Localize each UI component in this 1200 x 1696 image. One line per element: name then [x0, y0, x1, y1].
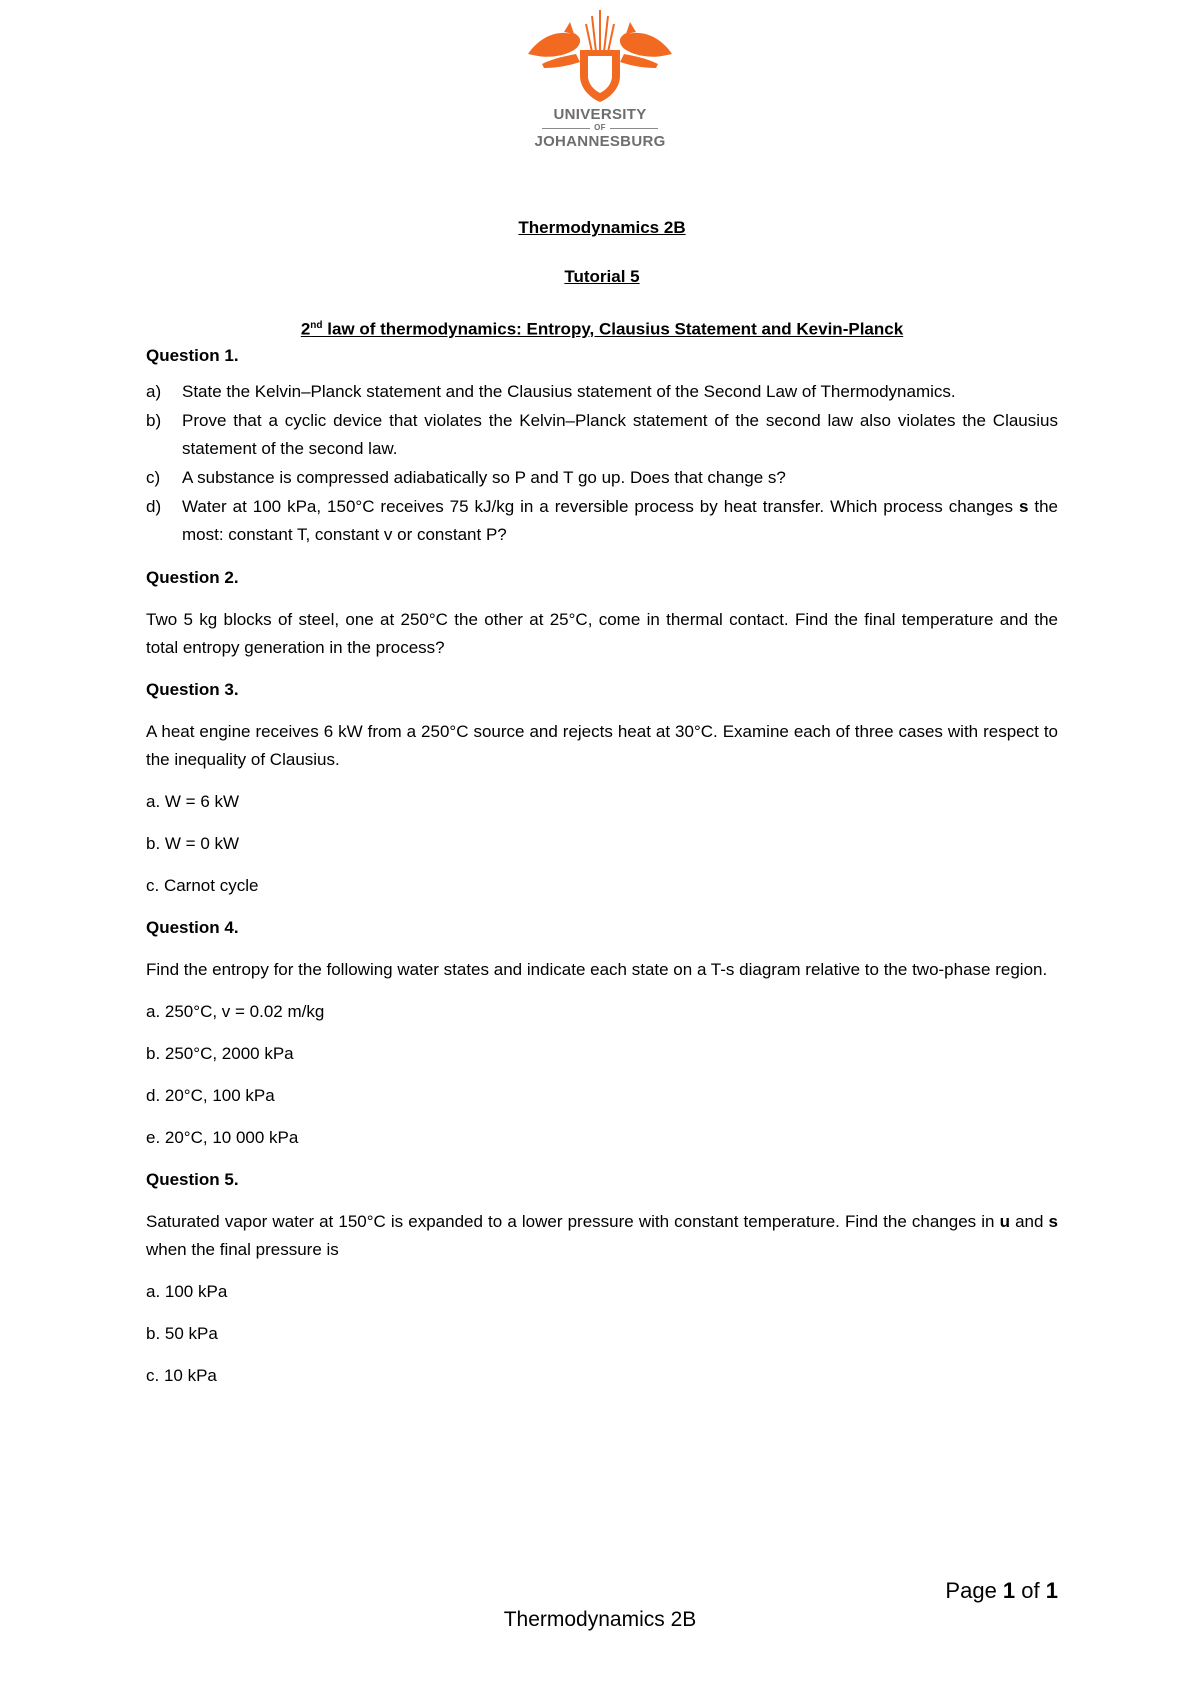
- question-4-item-a: a. 250°C, v = 0.02 m/kg: [146, 1002, 325, 1021]
- question-3-item-c: c. Carnot cycle: [146, 876, 259, 895]
- question-4-item-b: b. 250°C, 2000 kPa: [146, 1044, 294, 1063]
- question-1-items: [146, 378, 1058, 549]
- question-4-item-e: e. 20°C, 10 000 kPa: [146, 1128, 299, 1147]
- question-4-item-d: d. 20°C, 100 kPa: [146, 1086, 275, 1105]
- list-item: d) Water at 100 kPa, 150°C receives 75 kJ/kg in a reversible process by heat transfer. Which process changes s the most: constant T, constant v or constant P?: [146, 497, 1058, 544]
- tutorial-body: [146, 342, 1058, 1390]
- question-5-item-b: b. 50 kPa: [146, 1324, 218, 1343]
- question-3-text: A heat engine receives 6 kW from a 250°C source and rejects heat at 30°C. Examine each of three cases with respect to the inequality of Clausius.: [146, 722, 1058, 769]
- bird-emblem-icon: [520, 6, 680, 106]
- page-number: Page 1 of 1: [945, 1578, 1058, 1603]
- logo-text-of: OF: [520, 123, 680, 133]
- page-footer: Thermodynamics 2B: [503, 1608, 697, 1631]
- question-4-heading: Question 4.: [146, 918, 239, 937]
- question-1-heading: Question 1.: [146, 346, 239, 365]
- question-5-item-c: c. 10 kPa: [146, 1366, 217, 1385]
- question-2-text: Two 5 kg blocks of steel, one at 250°C the other at 25°C, come in thermal contact. Find the final temperature and the total entropy generation in the process?: [146, 610, 1058, 657]
- logo-text-university: UNIVERSITY: [553, 106, 647, 123]
- list-item: a) State the Kelvin–Planck statement and the Clausius statement of the Second Law of Thermodynamics.: [146, 382, 956, 401]
- question-5-text: Saturated vapor water at 150°C is expanded to a lower pressure with constant temperature. Find the changes in u and s when the final pressure is: [146, 1212, 1059, 1259]
- topic-title: 2nd law of thermodynamics: Entropy, Clausius Statement and Kevin-Planck: [300, 319, 904, 339]
- tutorial-title: Tutorial 5: [564, 267, 640, 286]
- question-5-heading: Question 5.: [146, 1170, 239, 1189]
- list-item: b) Prove that a cyclic device that violates the Kelvin–Planck statement of the second law also violates the Clausius statement of the second law.: [146, 411, 1058, 458]
- question-5-item-a: a. 100 kPa: [146, 1282, 228, 1301]
- document-header: [146, 218, 1058, 340]
- logo-text-johannesburg: JOHANNESBURG: [534, 133, 666, 150]
- question-3-item-a: a. W = 6 kW: [146, 792, 240, 811]
- question-3-heading: Question 3.: [146, 680, 239, 699]
- question-2-heading: Question 2.: [146, 568, 239, 587]
- course-title: Thermodynamics 2B: [518, 218, 686, 237]
- question-4-text: Find the entropy for the following water states and indicate each state on a T-s diagram relative to the two-phase region.: [146, 960, 1048, 979]
- university-logo: [520, 6, 680, 156]
- list-item: c) A substance is compressed adiabatically so P and T go up. Does that change s?: [146, 468, 786, 487]
- question-3-item-b: b. W = 0 kW: [146, 834, 240, 853]
